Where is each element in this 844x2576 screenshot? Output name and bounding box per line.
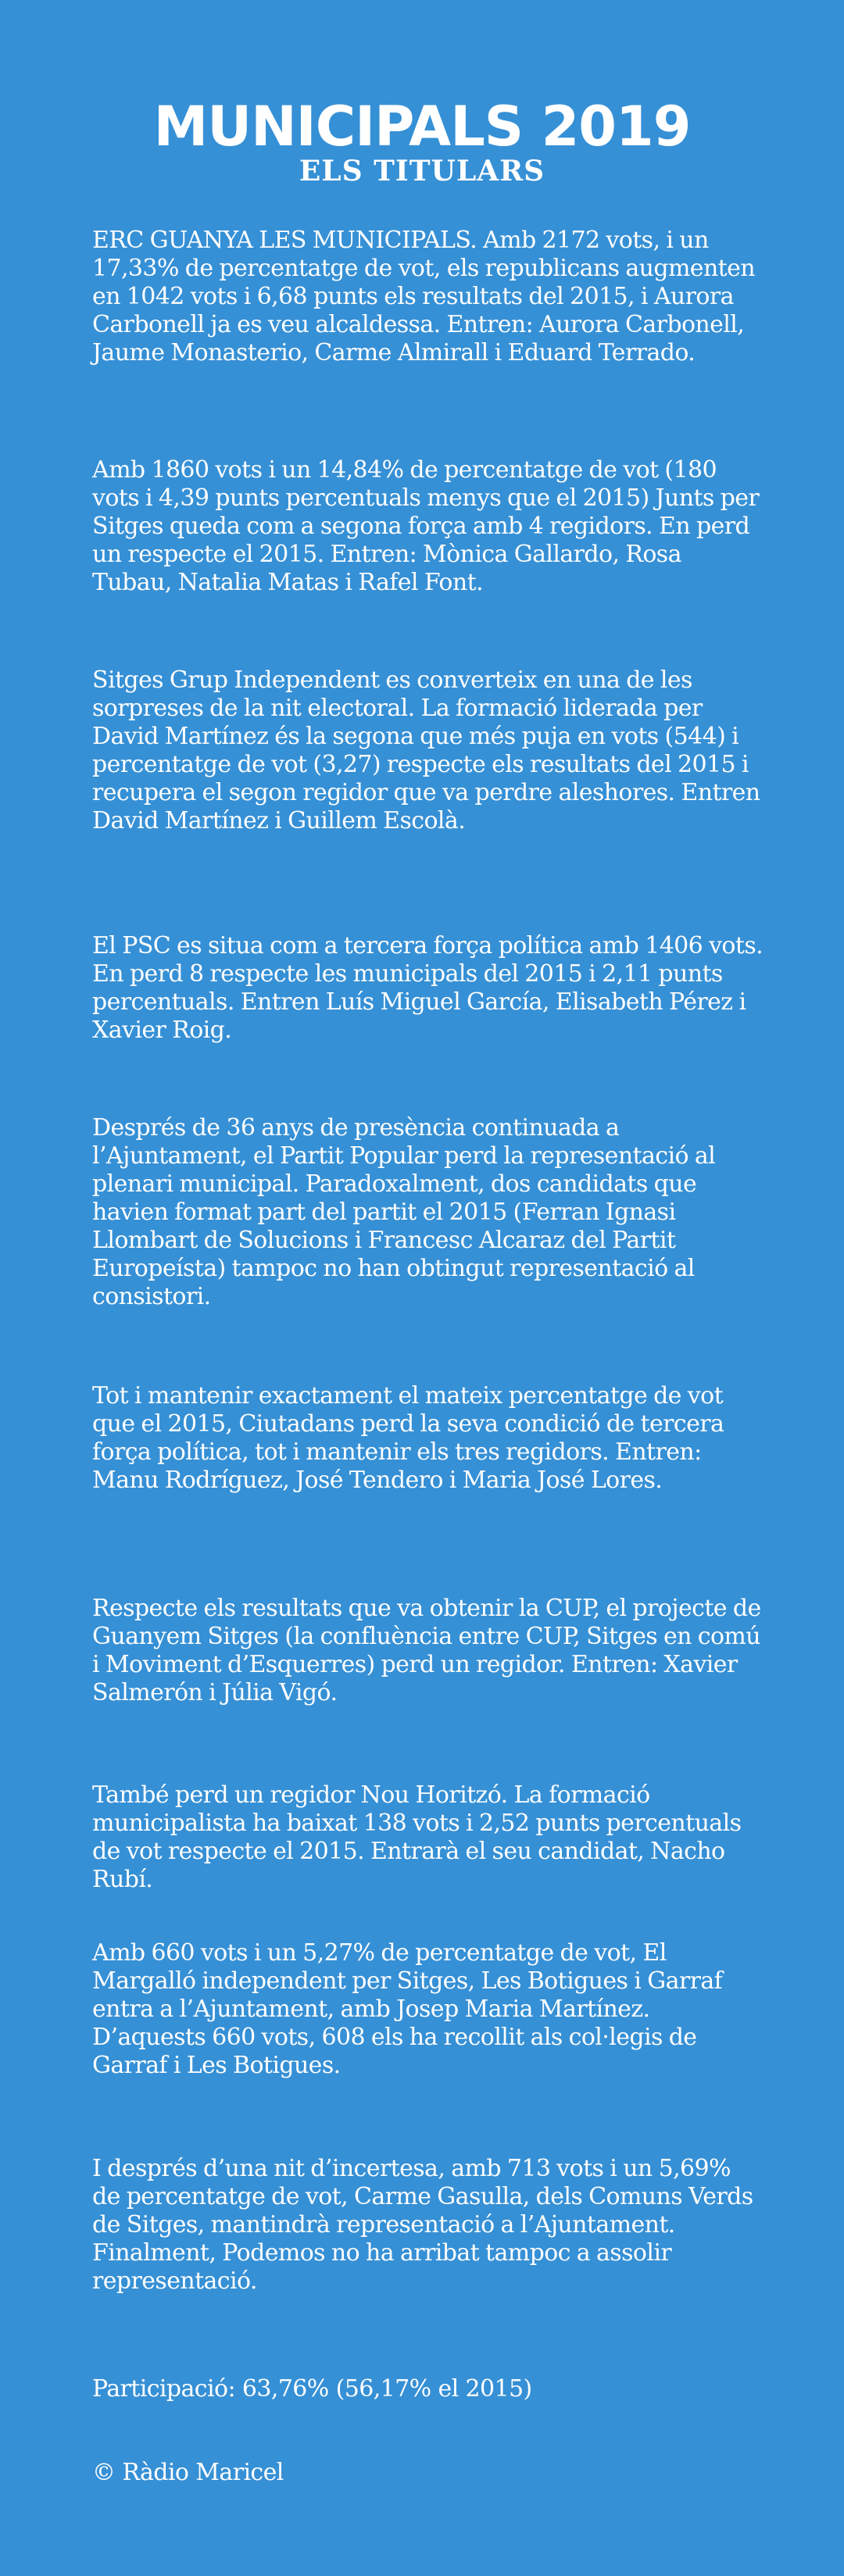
paragraph-comuns-verds: I després d’una nit d’incertesa, amb 713 vots i un 5,69% de percentatge de vot, Carme Gasulla, dels Comuns Verds de Sitges, mantindrà representació a l’Ajuntament. Finalment, Podemos no ha arribat tampoc a assolir representació.: [92, 2155, 753, 2295]
paragraph-guanyem: Respecte els resultats que va obtenir la CUP, el projecte de Guanyem Sitges (la confluència entre CUP, Sitges en comú i Moviment d’Esquerres) perd un regidor. Entren: Xavier Salmerón i Júlia Vigó.: [92, 1595, 761, 1706]
page-subtitle: ELS TITULARS: [299, 155, 545, 188]
credit-text: © Ràdio Maricel: [92, 2459, 284, 2486]
paragraph-ciutadans: Tot i mantenir exactament el mateix percentatge de vot que el 2015, Ciutadans perd la seva condició de tercera força política, tot i mantenir els tres regidors. Entren: Manu Rodríguez, José Tendero i Maria José Lores.: [92, 1382, 724, 1494]
page-title: MUNICIPALS 2019: [153, 95, 691, 159]
paragraph-margallo: Amb 660 vots i un 5,27% de percentatge de vot, El Margalló independent per Sitges, Les Botigues i Garraf entra a l’Ajuntament, amb Josep Maria Martínez. D’aquests 660 vots, 608 els ha recollit als col·legis de Garraf i Les Botigues.: [92, 1939, 723, 2079]
paragraph-junts: Amb 1860 vots i un 14,84% de percentatge de vot (180 vots i 4,39 punts percentuals menys que el 2015) Junts per Sitges queda com a segona força amb 4 regidors. En perd un respecte el 2015. Entren: Mònica Gallardo, Rosa Tubau, Natalia Matas i Rafel Font.: [92, 456, 760, 596]
paragraph-nou-horitzo: També perd un regidor Nou Horitzó. La formació municipalista ha baixat 138 vots i 2,52 punts percentuals de vot respecte el 2015. Entrarà el seu candidat, Nacho Rubí.: [92, 1781, 742, 1893]
paragraph-psc: El PSC es situa com a tercera força política amb 1406 vots. En perd 8 respecte les municipals del 2015 i 2,11 punts percentuals. Entren Luís Miguel García, Elisabeth Pérez i Xavier Roig.: [92, 932, 764, 1044]
paragraph-sgi: Sitges Grup Independent es converteix en una de les sorpreses de la nit electoral. La formació liderada per David Martínez és la segona que més puja en vots (544) i percentatge de vot (3,27) respecte els resultats del 2015 i recupera el segon regidor que va perdre aleshores. Entren David Martínez i Guillem Escolà.: [92, 666, 760, 834]
paragraph-pp: Després de 36 anys de presència continuada a l’Ajuntament, el Partit Popular perd la representació al plenari municipal. Paradoxalment, dos candidats que havien format part del partit el 2015 (Ferran Ignasi Llombart de Solucions i Francesc Alcaraz del Partit Europeísta) tampoc no han obtingut representació al consistori.: [92, 1114, 716, 1310]
paragraph-erc: ERC GUANYA LES MUNICIPALS. Amb 2172 vots, i un 17,33% de percentatge de vot, els republicans augmenten en 1042 vots i 6,68 punts els resultats del 2015, i Aurora Carbonell ja es veu alcaldessa. Entren: Aurora Carbonell, Jaume Monasterio, Carme Almirall i Eduard Terrado.: [92, 227, 756, 366]
participation-text: Participació: 63,76% (56,17% el 2015): [92, 2375, 532, 2403]
